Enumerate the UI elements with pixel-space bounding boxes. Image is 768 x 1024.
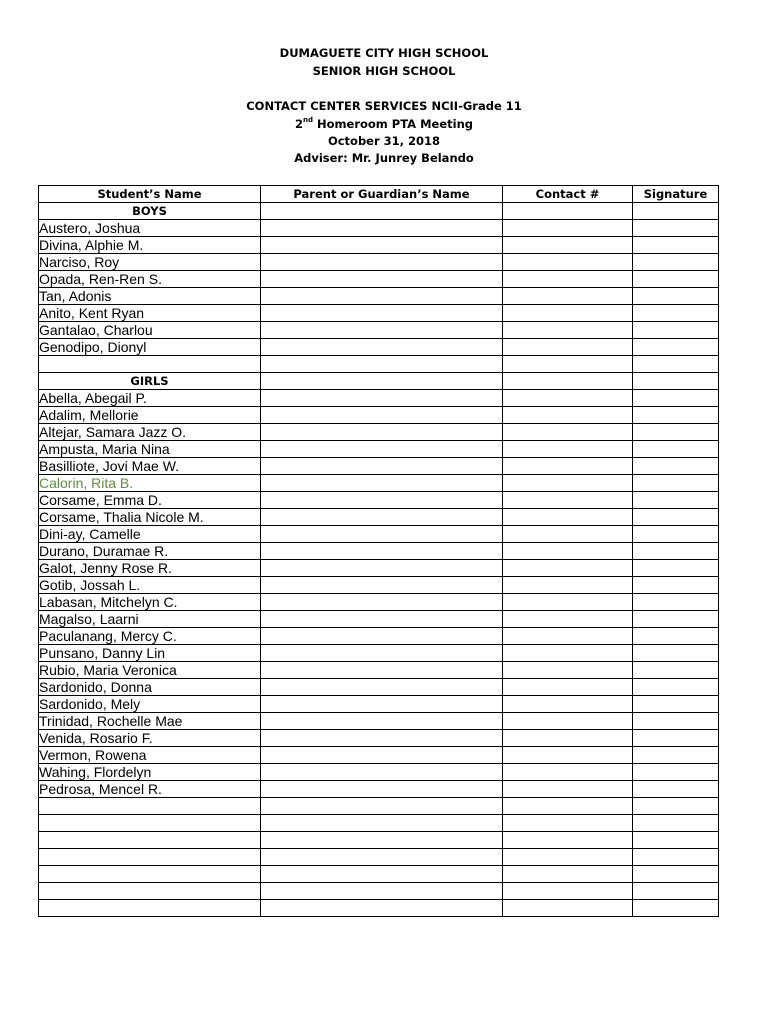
parent-name-cell [261,543,503,560]
table-row [39,713,719,730]
student-name-cell: Galot, Jenny Rose R. [39,560,261,577]
student-name-cell: Basilliote, Jovi Mae W. [39,458,261,475]
blank-row [39,832,719,849]
table-header-row [39,186,719,203]
parent-name-cell [261,305,503,322]
column-header-signature: Signature [633,186,719,203]
blank-row [39,798,719,815]
contact-cell [503,832,633,849]
table-row [39,747,719,764]
contact-cell [503,798,633,815]
program-title: CONTACT CENTER SERVICES NCII-Grade 11 [246,99,522,113]
parent-name-cell [261,679,503,696]
student-name-cell: Opada, Ren-Ren S. [39,271,261,288]
table-row [39,220,719,237]
meeting-title [0,116,768,132]
student-name-cell: Paculanang, Mercy C. [39,628,261,645]
boys-section-row [39,203,719,220]
contact-cell [503,611,633,628]
signature-cell [633,458,719,475]
student-name-cell: Rubio, Maria Veronica [39,662,261,679]
contact-cell [503,475,633,492]
meeting-ordinal-suffix: nd [303,116,314,125]
table-body [39,203,719,917]
table-row [39,628,719,645]
contact-cell [503,271,633,288]
signature-cell [633,203,719,220]
parent-name-cell [261,883,503,900]
contact-cell [503,713,633,730]
signature-cell [633,254,719,271]
contact-cell [503,220,633,237]
student-name-cell [39,883,261,900]
signature-cell [633,679,719,696]
student-name-cell [39,849,261,866]
signature-cell [633,424,719,441]
contact-cell [503,662,633,679]
blank-row [39,900,719,917]
parent-name-cell [261,730,503,747]
table-row [39,339,719,356]
contact-cell [503,747,633,764]
signature-cell [633,900,719,917]
contact-cell [503,458,633,475]
blank-row [39,849,719,866]
contact-cell [503,781,633,798]
signature-cell [633,220,719,237]
parent-name-cell [261,509,503,526]
contact-cell [503,339,633,356]
signature-cell [633,662,719,679]
parent-name-cell [261,781,503,798]
table-row [39,424,719,441]
signature-cell [633,577,719,594]
parent-name-cell [261,798,503,815]
contact-cell [503,679,633,696]
table-row [39,407,719,424]
signature-cell [633,271,719,288]
student-name-cell: Pedrosa, Mencel R. [39,781,261,798]
table-row [39,679,719,696]
student-name-cell [39,866,261,883]
column-header-student-name: Student’s Name [39,186,261,203]
signature-cell [633,815,719,832]
parent-name-cell [261,237,503,254]
student-name-cell [39,815,261,832]
parent-name-cell [261,458,503,475]
signature-cell [633,475,719,492]
student-name-cell: Labasan, Mitchelyn C. [39,594,261,611]
parent-name-cell [261,560,503,577]
signature-cell [633,781,719,798]
blank-row [39,866,719,883]
contact-cell [503,322,633,339]
contact-cell [503,288,633,305]
student-name-cell: Sardonido, Donna [39,679,261,696]
school-name: DUMAGUETE CITY HIGH SCHOOL [279,46,489,60]
parent-name-cell [261,815,503,832]
table-row [39,645,719,662]
table-row [39,305,719,322]
contact-cell [503,441,633,458]
table-row [39,560,719,577]
student-name-cell: Genodipo, Dionyl [39,339,261,356]
parent-name-cell [261,254,503,271]
signature-cell [633,866,719,883]
signature-cell [633,441,719,458]
student-name-cell: Calorin, Rita B. [39,475,261,492]
contact-cell [503,645,633,662]
parent-name-cell [261,203,503,220]
parent-name-cell [261,271,503,288]
parent-name-cell [261,849,503,866]
attendance-table [38,185,719,917]
student-name-cell: Anito, Kent Ryan [39,305,261,322]
signature-cell [633,305,719,322]
parent-name-cell [261,662,503,679]
table-row [39,458,719,475]
parent-name-cell [261,390,503,407]
parent-name-cell [261,373,503,390]
contact-cell [503,815,633,832]
signature-cell [633,798,719,815]
signature-cell [633,492,719,509]
student-name-cell: Ampusta, Maria Nina [39,441,261,458]
table-row [39,730,719,747]
contact-cell [503,628,633,645]
student-name-cell: Narciso, Roy [39,254,261,271]
signature-cell [633,849,719,866]
meeting-ordinal: 2 [295,117,304,131]
contact-cell [503,356,633,373]
parent-name-cell [261,628,503,645]
table-row [39,662,719,679]
signature-cell [633,730,719,747]
student-name-cell [39,356,261,373]
contact-cell [503,730,633,747]
signature-cell [633,628,719,645]
contact-cell [503,696,633,713]
student-name-cell: Durano, Duramae R. [39,543,261,560]
student-name-cell: Trinidad, Rochelle Mae [39,713,261,730]
parent-name-cell [261,475,503,492]
signature-cell [633,356,719,373]
signature-cell [633,594,719,611]
parent-name-cell [261,900,503,917]
table-row [39,543,719,560]
table-row [39,509,719,526]
table-row [39,322,719,339]
parent-name-cell [261,713,503,730]
student-name-cell: Corsame, Emma D. [39,492,261,509]
contact-cell [503,424,633,441]
blank-row [39,356,719,373]
contact-cell [503,237,633,254]
signature-cell [633,713,719,730]
table-row [39,237,719,254]
student-name-cell: Austero, Joshua [39,220,261,237]
signature-cell [633,407,719,424]
student-name-cell: Tan, Adonis [39,288,261,305]
parent-name-cell [261,645,503,662]
student-name-cell [39,798,261,815]
parent-name-cell [261,288,503,305]
signature-cell [633,526,719,543]
student-name-cell: Wahing, Flordelyn [39,764,261,781]
girls-section-row [39,373,719,390]
column-header-parent-name: Parent or Guardian’s Name [261,186,503,203]
table-row [39,475,719,492]
student-name-cell [39,900,261,917]
signature-cell [633,339,719,356]
parent-name-cell [261,322,503,339]
meeting-date: October 31, 2018 [327,134,441,148]
contact-cell [503,883,633,900]
signature-cell [633,747,719,764]
parent-name-cell [261,407,503,424]
parent-name-cell [261,764,503,781]
signature-cell [633,832,719,849]
table-row [39,492,719,509]
contact-cell [503,407,633,424]
table-row [39,594,719,611]
parent-name-cell [261,747,503,764]
contact-cell [503,577,633,594]
contact-cell [503,764,633,781]
contact-cell [503,373,633,390]
student-name-cell: Vermon, Rowena [39,747,261,764]
contact-cell [503,560,633,577]
signature-cell [633,883,719,900]
student-name-cell: Divina, Alphie M. [39,237,261,254]
meeting-title-text: Homeroom PTA Meeting [317,117,473,131]
signature-cell [633,509,719,526]
table-row [39,288,719,305]
signature-cell [633,237,719,254]
contact-cell [503,849,633,866]
student-name-cell: Gotib, Jossah L. [39,577,261,594]
signature-cell [633,764,719,781]
signature-cell [633,373,719,390]
signature-cell [633,390,719,407]
student-name-cell: Corsame, Thalia Nicole M. [39,509,261,526]
contact-cell [503,594,633,611]
parent-name-cell [261,611,503,628]
signature-cell [633,696,719,713]
table-row [39,577,719,594]
column-header-contact: Contact # [503,186,633,203]
parent-name-cell [261,866,503,883]
table-row [39,271,719,288]
student-name-cell: Punsano, Danny Lin [39,645,261,662]
parent-name-cell [261,492,503,509]
contact-cell [503,203,633,220]
student-name-cell [39,832,261,849]
signature-cell [633,322,719,339]
contact-cell [503,254,633,271]
adviser-line: Adviser: Mr. Junrey Belando [294,151,474,165]
parent-name-cell [261,832,503,849]
parent-name-cell [261,220,503,237]
contact-cell [503,526,633,543]
parent-name-cell [261,441,503,458]
student-name-cell: Magalso, Laarni [39,611,261,628]
signature-cell [633,611,719,628]
student-name-cell: Sardonido, Mely [39,696,261,713]
signature-cell [633,288,719,305]
boys-section-label: BOYS [39,203,261,220]
contact-cell [503,492,633,509]
parent-name-cell [261,424,503,441]
contact-cell [503,390,633,407]
table-row [39,611,719,628]
student-name-cell: Adalim, Mellorie [39,407,261,424]
parent-name-cell [261,356,503,373]
table-row [39,781,719,798]
table-row [39,254,719,271]
contact-cell [503,866,633,883]
signature-cell [633,543,719,560]
student-name-cell: Dini-ay, Camelle [39,526,261,543]
signature-cell [633,560,719,577]
table-row [39,526,719,543]
contact-cell [503,900,633,917]
table-row [39,696,719,713]
table-row [39,390,719,407]
table-row [39,441,719,458]
contact-cell [503,509,633,526]
student-name-cell: Gantalao, Charlou [39,322,261,339]
student-name-cell: Venida, Rosario F. [39,730,261,747]
parent-name-cell [261,594,503,611]
student-name-cell: Altejar, Samara Jazz O. [39,424,261,441]
student-name-cell: Abella, Abegail P. [39,390,261,407]
parent-name-cell [261,696,503,713]
parent-name-cell [261,526,503,543]
parent-name-cell [261,577,503,594]
table-row [39,764,719,781]
girls-section-label: GIRLS [39,373,261,390]
contact-cell [503,305,633,322]
blank-row [39,815,719,832]
parent-name-cell [261,339,503,356]
signature-cell [633,645,719,662]
division-name: SENIOR HIGH SCHOOL [312,64,456,78]
blank-row [39,883,719,900]
contact-cell [503,543,633,560]
